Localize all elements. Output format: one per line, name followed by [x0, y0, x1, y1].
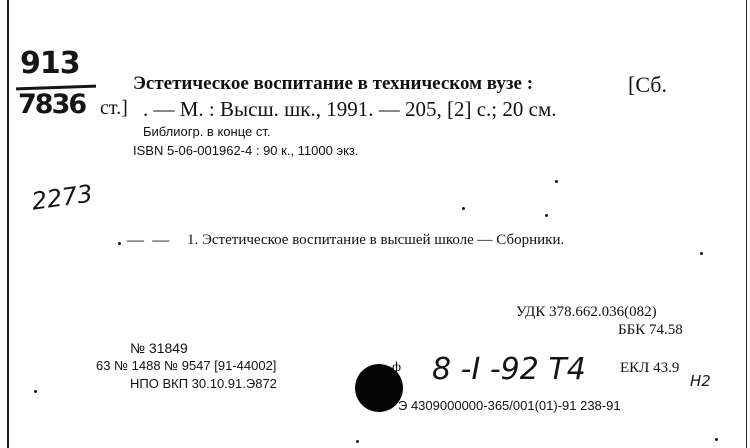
- publication-info: . — М. : Высш. шк., 1991. — 205, [2] с.; 20 см.: [143, 97, 557, 121]
- tracing-dashes: — —: [127, 230, 172, 249]
- order-line: 63 № 1488 № 9547 [91-44002]: [96, 358, 277, 373]
- paper-speck: [700, 252, 703, 255]
- bibliography-note: Библиогр. в конце ст.: [143, 124, 271, 139]
- isbn-line: ISBN 5-06-001962-4 : 90 к., 11000 экз.: [133, 143, 359, 158]
- paper-speck: [118, 242, 121, 245]
- title-annotation-end: ст.]: [100, 97, 128, 119]
- book-title: Эстетическое воспитание в техническом вузе :: [133, 73, 534, 94]
- paper-speck: [34, 390, 37, 393]
- order-number: № 31849: [130, 340, 188, 356]
- npo-line: НПО ВКП 30.10.91.Э872: [130, 376, 277, 391]
- classification-number-top: 913: [20, 46, 80, 81]
- stamp-mark: ф: [392, 360, 402, 375]
- ekl-index: ЕКЛ 43.9: [620, 360, 680, 376]
- handwritten-date: 8 -I -92 Т4: [432, 352, 586, 387]
- code-line: Э 4309000000-365/001(01)-91 238-91: [398, 398, 621, 413]
- classification-number-bottom: 7836: [18, 89, 86, 120]
- bbk-index: ББК 74.58: [618, 322, 683, 338]
- subject-tracing: 1. Эстетическое воспитание в высшей школе — Сборники.: [187, 232, 565, 248]
- udc-index: УДК 378.662.036(082): [516, 304, 657, 320]
- paper-speck: [462, 207, 465, 210]
- handwritten-mark: Н2: [690, 372, 711, 390]
- card-right-edge: [746, 0, 747, 448]
- handwritten-number: 2273: [30, 179, 95, 216]
- card-left-edge: [7, 0, 9, 448]
- title-annotation: [Сб.: [628, 72, 667, 97]
- paper-speck: [545, 214, 548, 217]
- paper-speck: [555, 180, 558, 183]
- paper-speck: [715, 438, 718, 441]
- paper-speck: [356, 440, 359, 443]
